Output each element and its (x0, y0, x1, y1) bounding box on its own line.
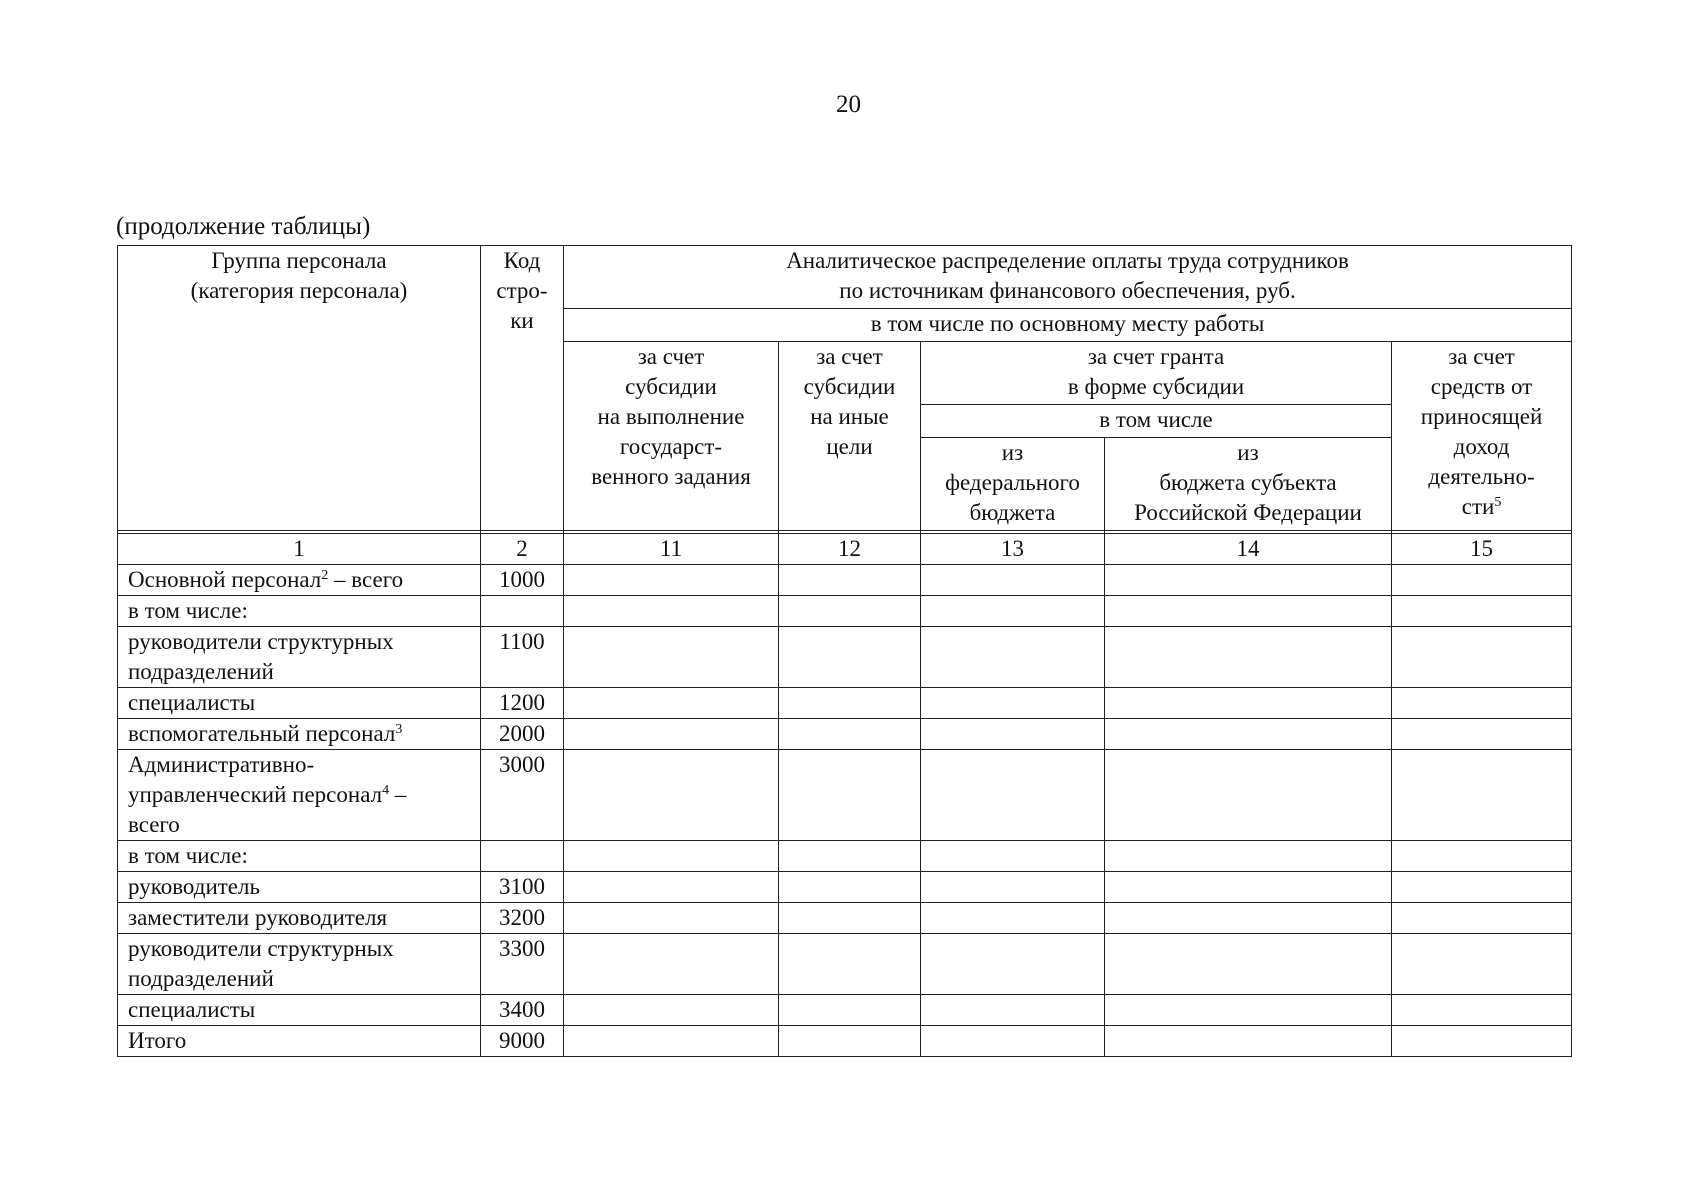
column-number: 1 (118, 534, 481, 565)
staff-category-label: специалисты (118, 688, 481, 719)
table-header (118, 246, 1572, 565)
staff-category-label: Административно- управленческий персонал$^4$ – всего (118, 750, 481, 841)
header-grant-subsidy: за счет гранта в форме субсидии (921, 342, 1392, 405)
header-main-workplace: в том числе по основному месту работы (564, 309, 1572, 342)
empty-amount-cell (921, 719, 1105, 750)
footnote-mark: 3 (395, 722, 403, 737)
empty-amount-cell (921, 627, 1105, 688)
empty-amount-cell (564, 1026, 779, 1057)
empty-amount-cell (1392, 627, 1572, 688)
row-code: 1000 (481, 565, 564, 596)
empty-amount-cell (779, 1026, 921, 1057)
staff-category-label: специалисты (118, 995, 481, 1026)
empty-amount-cell (564, 596, 779, 627)
empty-amount-cell (1392, 719, 1572, 750)
table-row (118, 872, 1572, 903)
row-code: 3300 (481, 934, 564, 995)
empty-amount-cell (779, 688, 921, 719)
empty-amount-cell (564, 688, 779, 719)
column-numbers-row (118, 534, 1572, 565)
empty-amount-cell (921, 872, 1105, 903)
empty-amount-cell (1105, 841, 1392, 872)
empty-amount-cell (1392, 750, 1572, 841)
header-staff-group: Группа персонала (категория персонала) (118, 246, 481, 531)
empty-amount-cell (1105, 719, 1392, 750)
empty-amount-cell (921, 841, 1105, 872)
empty-amount-cell (921, 596, 1105, 627)
table-row (118, 719, 1572, 750)
header-subsidy-state-task: за счет субсидии на выполнение государст- венного задания (564, 342, 779, 531)
empty-amount-cell (1105, 627, 1392, 688)
header-federal-budget: из федерального бюджета (921, 438, 1105, 531)
table-row (118, 841, 1572, 872)
table-row (118, 688, 1572, 719)
table-continuation-caption: (продолжение таблицы) (116, 213, 371, 240)
empty-amount-cell (1392, 934, 1572, 995)
header-grant-including: в том числе (921, 405, 1392, 438)
empty-amount-cell (779, 934, 921, 995)
empty-amount-cell (779, 627, 921, 688)
footnote-mark: 5 (1494, 495, 1502, 510)
empty-amount-cell (779, 903, 921, 934)
staff-category-label: Основной персонал$^2$ – всего (118, 565, 481, 596)
empty-amount-cell (1105, 903, 1392, 934)
empty-amount-cell (1392, 1026, 1572, 1057)
empty-amount-cell (1105, 995, 1392, 1026)
empty-amount-cell (1105, 934, 1392, 995)
empty-amount-cell (1392, 841, 1572, 872)
table-row (118, 1026, 1572, 1057)
empty-amount-cell (779, 596, 921, 627)
row-code: 9000 (481, 1026, 564, 1057)
empty-amount-cell (564, 627, 779, 688)
empty-amount-cell (1392, 903, 1572, 934)
empty-amount-cell (564, 903, 779, 934)
row-code (481, 841, 564, 872)
payroll-distribution-table (117, 245, 1572, 1057)
row-code (481, 596, 564, 627)
header-subsidy-other-goals: за счет субсидии на иные цели (779, 342, 921, 531)
empty-amount-cell (1392, 872, 1572, 903)
empty-amount-cell (779, 995, 921, 1026)
table-row (118, 627, 1572, 688)
empty-amount-cell (564, 565, 779, 596)
empty-amount-cell (921, 750, 1105, 841)
empty-amount-cell (1105, 872, 1392, 903)
staff-category-label: заместители руководителя (118, 903, 481, 934)
empty-amount-cell (779, 872, 921, 903)
column-number: 13 (921, 534, 1105, 565)
row-code: 1100 (481, 627, 564, 688)
empty-amount-cell (564, 719, 779, 750)
page-number: 20 (836, 91, 861, 118)
empty-amount-cell (779, 750, 921, 841)
table-row (118, 596, 1572, 627)
empty-amount-cell (1105, 688, 1392, 719)
staff-category-label: вспомогательный персонал$^3$ (118, 719, 481, 750)
empty-amount-cell (921, 934, 1105, 995)
empty-amount-cell (921, 903, 1105, 934)
header-income-activity: за счет средств от приносящей доход деятельно- сти$^5$ (1392, 342, 1572, 531)
empty-amount-cell (1105, 565, 1392, 596)
row-code: 3400 (481, 995, 564, 1026)
staff-category-label: в том числе: (118, 596, 481, 627)
header-row-code: Код стро- ки (481, 246, 564, 531)
footnote-mark: 4 (382, 783, 390, 798)
column-number: 14 (1105, 534, 1392, 565)
staff-category-label: руководители структурных подразделений (118, 627, 481, 688)
empty-amount-cell (564, 995, 779, 1026)
row-code: 3100 (481, 872, 564, 903)
empty-amount-cell (1392, 995, 1572, 1026)
row-code: 3200 (481, 903, 564, 934)
staff-category-label: руководители структурных подразделений (118, 934, 481, 995)
empty-amount-cell (564, 750, 779, 841)
staff-category-label: в том числе: (118, 841, 481, 872)
table-row (118, 903, 1572, 934)
empty-amount-cell (564, 841, 779, 872)
staff-category-label: руководитель (118, 872, 481, 903)
table-row (118, 995, 1572, 1026)
empty-amount-cell (779, 841, 921, 872)
table-row (118, 750, 1572, 841)
empty-amount-cell (1105, 1026, 1392, 1057)
column-number: 2 (481, 534, 564, 565)
empty-amount-cell (921, 1026, 1105, 1057)
empty-amount-cell (1392, 565, 1572, 596)
header-analytic-distribution: Аналитическое распределение оплаты труда сотрудников по источникам финансового обеспечения, руб. (564, 246, 1572, 309)
header-regional-budget: из бюджета субъекта Российской Федерации (1105, 438, 1392, 531)
column-number: 15 (1392, 534, 1572, 565)
column-number: 12 (779, 534, 921, 565)
row-code: 1200 (481, 688, 564, 719)
empty-amount-cell (921, 995, 1105, 1026)
empty-amount-cell (564, 934, 779, 995)
row-code: 2000 (481, 719, 564, 750)
empty-amount-cell (1392, 596, 1572, 627)
empty-amount-cell (1105, 750, 1392, 841)
empty-amount-cell (1105, 596, 1392, 627)
row-code: 3000 (481, 750, 564, 841)
footnote-mark: 2 (321, 568, 329, 583)
staff-category-label: Итого (118, 1026, 481, 1057)
empty-amount-cell (779, 719, 921, 750)
empty-amount-cell (921, 565, 1105, 596)
table-row (118, 565, 1572, 596)
table-body (118, 565, 1572, 1057)
column-number: 11 (564, 534, 779, 565)
empty-amount-cell (1392, 688, 1572, 719)
empty-amount-cell (921, 688, 1105, 719)
empty-amount-cell (779, 565, 921, 596)
table-row (118, 934, 1572, 995)
empty-amount-cell (564, 872, 779, 903)
